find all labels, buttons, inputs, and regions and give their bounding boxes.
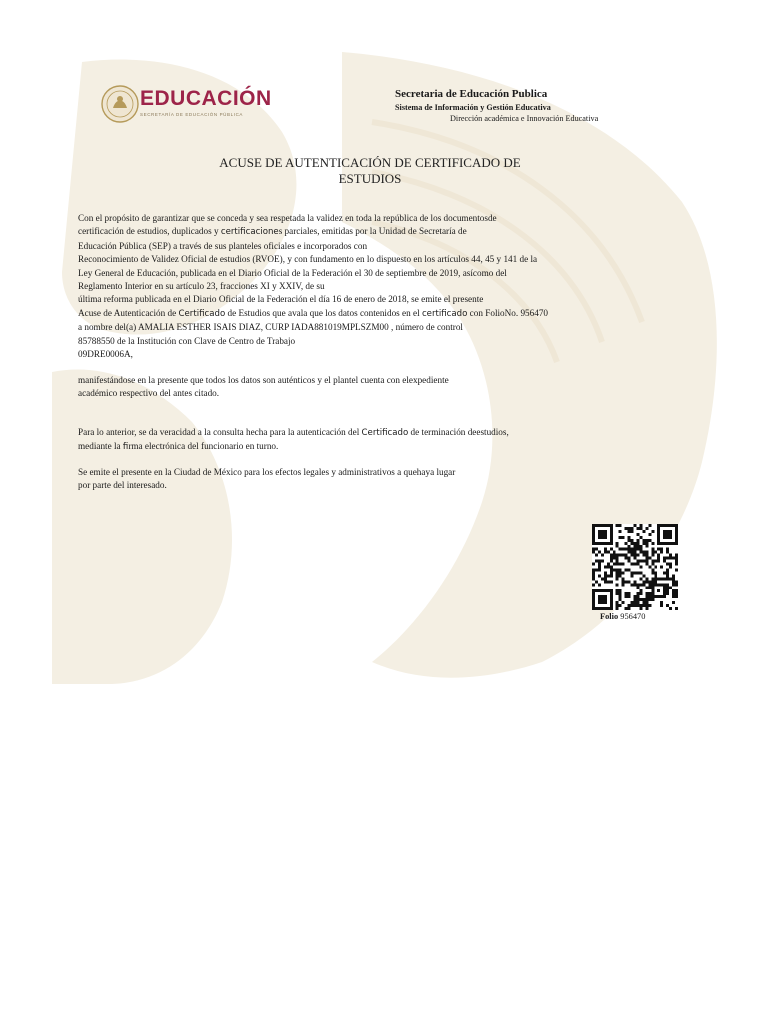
text-segment: certificación de estudios, duplicados y	[78, 226, 221, 237]
text-segment: certificado	[421, 308, 468, 319]
text-segment: Certificado	[178, 308, 226, 319]
text-line	[78, 225, 618, 239]
text-line: Educación Pública (SEP) a través de sus planteles oficiales e incorporados con	[78, 240, 368, 251]
text-line: académico respectivo del antes citado.	[78, 388, 220, 399]
paragraph-issuance	[78, 466, 618, 493]
qr-code[interactable]	[592, 524, 678, 610]
text-segment: Para lo anterior, se da veracidad a la consulta hecha para la autenticación del	[78, 427, 362, 437]
text-segment: mediante la	[78, 441, 123, 452]
organization-name: Secretaria de Educación Publica	[395, 88, 548, 100]
text-line: a nombre del(a) AMALIA ESTHER ISAIS DIAZ, CURP IADA881019MPLSZM00 , número de control	[78, 322, 463, 333]
text-segment: de Estudios que avala que los datos contenidos en el	[225, 307, 422, 318]
text-line: 85788550 de la Institución con Clave de Centro de Trabajo	[78, 335, 296, 346]
text-segment: con FolioNo. 956470	[467, 307, 549, 318]
text-segment: certificacione	[220, 227, 279, 238]
text-line	[78, 426, 618, 440]
text-line: 09DRE0006A,	[78, 349, 133, 360]
sep-seal-logo	[100, 84, 140, 124]
direction-name: Dirección académica e Innovación Educativa	[450, 114, 599, 123]
text-line: Con el propósito de garantizar que se conceda y sea respetada la validez en toda la república de los documentosde	[78, 213, 497, 223]
text-line: manifestándose en la presente que todos los datos son auténticos y el plantel cuenta con elexpediente	[78, 375, 449, 385]
logo-wordmark: EDUCACIÓN	[140, 87, 272, 110]
text-segment: Certificado	[361, 428, 409, 438]
text-line: Reconocimiento de Validez Oficial de estudios (RVOE), y con fundamento en lo dispuesto en los artículos 44, 45 y 141 de la	[78, 254, 538, 265]
text-segment: s parciales, emitidas por la Unidad de Secretaría de	[278, 226, 467, 237]
title-line-1: ACUSE DE AUTENTICACIÓN DE CERTIFICADO DE	[219, 155, 521, 170]
paragraph-authenticity	[78, 374, 618, 401]
text-segment: rma electrónica del funcionario en turno.	[128, 441, 279, 452]
system-name: Sistema de Información y Gestión Educativa	[395, 103, 551, 112]
text-line: por parte del interesado.	[78, 480, 167, 491]
text-line: Se emite el presente en la Ciudad de México para los efectos legales y administrativos a quehaya lugar	[78, 467, 456, 477]
folio-label	[600, 612, 645, 621]
folio-number: 956470	[620, 612, 646, 621]
text-line	[78, 307, 618, 321]
text-line: última reforma publicada en el Diario Oficial de la Federación el día 16 de enero de 2018, se emite el presente	[78, 294, 484, 305]
text-segment: de terminación deestudios,	[408, 427, 509, 437]
text-segment: Acuse de Autenticación de	[78, 307, 179, 318]
logo-subtitle: SECRETARÍA DE EDUCACIÓN PÚBLICA	[140, 112, 244, 117]
paragraph-legal-basis	[78, 212, 618, 361]
text-line: Reglamento Interior en su artículo 23, fracciones XI y XXIV, de su	[78, 281, 325, 292]
paragraph-veracity	[78, 426, 618, 455]
text-line	[78, 440, 618, 454]
title-line-2: ESTUDIOS	[338, 171, 402, 186]
text-segment: fi	[122, 442, 129, 453]
text-line: Ley General de Educación, publicada en el Diario Oficial de la Federación el 30 de septiembre de 2019, asícomo del	[78, 267, 507, 278]
folio-caption: Folio	[600, 612, 619, 621]
document-title	[150, 155, 590, 187]
